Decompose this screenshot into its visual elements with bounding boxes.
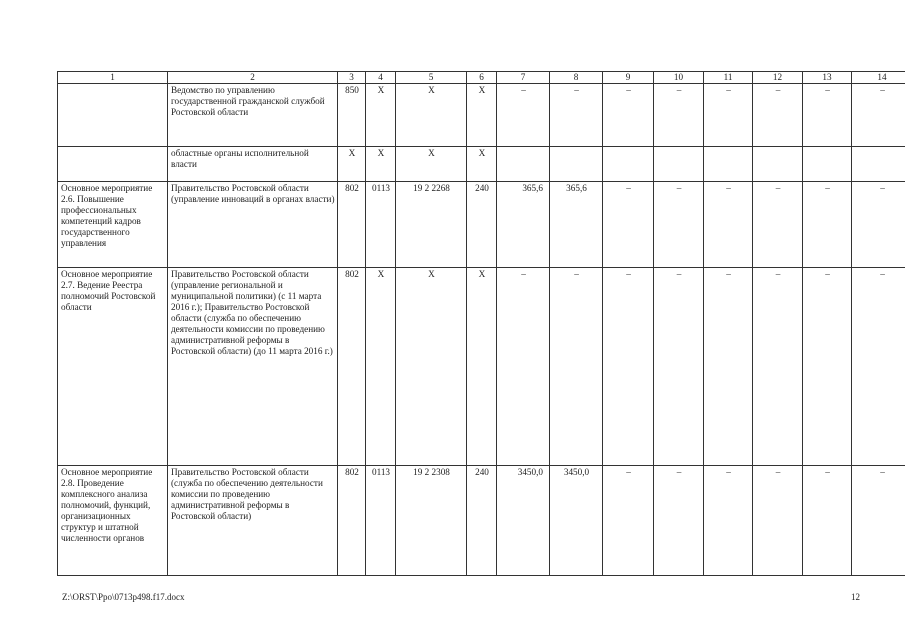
csr-cell: 19 2 2308	[396, 466, 467, 576]
value-cell: –	[603, 466, 654, 576]
grbs-cell: 802	[338, 182, 366, 268]
value-cell: –	[550, 84, 603, 147]
table-row	[58, 84, 905, 147]
value-cell: –	[704, 268, 753, 466]
col-number: 10	[654, 72, 704, 84]
vr-cell: Х	[467, 268, 497, 466]
value-cell: –	[852, 84, 905, 147]
col-number: 2	[168, 72, 338, 84]
value-cell	[603, 147, 654, 182]
value-cell: 365,6	[550, 182, 603, 268]
value-cell: –	[704, 182, 753, 268]
value-cell: –	[852, 182, 905, 268]
value-cell	[753, 147, 803, 182]
value-cell: –	[603, 182, 654, 268]
value-cell: –	[704, 84, 753, 147]
value-cell: –	[603, 268, 654, 466]
value-cell: 3450,0	[497, 466, 550, 576]
measure-cell: Основное мероприятие 2.8. Проведение комплексного анализа полномочий, функций, организационных структур и штатной численности органов	[58, 466, 168, 576]
value-cell: –	[852, 268, 905, 466]
col-number: 4	[366, 72, 396, 84]
col-number: 1	[58, 72, 168, 84]
measure-cell: Основное мероприятие 2.6. Повышение профессиональных компетенций кадров государственного управления	[58, 182, 168, 268]
rzpr-cell: 0113	[366, 182, 396, 268]
col-number: 3	[338, 72, 366, 84]
value-cell: –	[550, 268, 603, 466]
col-number: 9	[603, 72, 654, 84]
value-cell: –	[654, 84, 704, 147]
value-cell: –	[803, 466, 852, 576]
table-row	[58, 147, 905, 182]
executor-cell: Правительство Ростовской области (управление региональной и муниципальной политики) (с 11 марта 2016 г.); Правительство Ростовской области (служба по обеспечению деятельности комиссии по проведению административной реформы в Ростовской области) (до 11 марта 2016 г.)	[168, 268, 338, 466]
value-cell: –	[654, 268, 704, 466]
csr-cell: Х	[396, 84, 467, 147]
col-number: 5	[396, 72, 467, 84]
document-path: Z:\ORST\Ppo\0713p498.f17.docx	[62, 592, 185, 602]
value-cell: 365,6	[497, 182, 550, 268]
value-cell: –	[753, 182, 803, 268]
executor-cell: областные органы исполнительной власти	[168, 147, 338, 182]
col-number: 11	[704, 72, 753, 84]
column-number-row	[58, 72, 905, 84]
col-number: 12	[753, 72, 803, 84]
rzpr-cell: Х	[366, 147, 396, 182]
value-cell: –	[654, 466, 704, 576]
value-cell: 3450,0	[550, 466, 603, 576]
col-number: 6	[467, 72, 497, 84]
grbs-cell: 802	[338, 466, 366, 576]
col-number: 7	[497, 72, 550, 84]
csr-cell: Х	[396, 147, 467, 182]
grbs-cell: Х	[338, 147, 366, 182]
vr-cell: Х	[467, 84, 497, 147]
value-cell	[550, 147, 603, 182]
value-cell: –	[803, 84, 852, 147]
vr-cell: 240	[467, 182, 497, 268]
measure-cell	[58, 84, 168, 147]
executor-cell: Правительство Ростовской области (управление инноваций в органах власти)	[168, 182, 338, 268]
value-cell	[704, 147, 753, 182]
col-number: 14	[852, 72, 905, 84]
measure-cell: Основное мероприятие 2.7. Ведение Реестра полномочий Ростовской области	[58, 268, 168, 466]
col-number: 13	[803, 72, 852, 84]
executor-cell: Правительство Ростовской области (служба по обеспечению деятельности комиссии по проведению административной реформы в Ростовской области)	[168, 466, 338, 576]
value-cell: –	[852, 466, 905, 576]
grbs-cell: 802	[338, 268, 366, 466]
vr-cell: Х	[467, 147, 497, 182]
table-row	[58, 182, 905, 268]
value-cell: –	[753, 268, 803, 466]
value-cell	[497, 147, 550, 182]
page-number: 12	[851, 592, 860, 602]
vr-cell: 240	[467, 466, 497, 576]
value-cell: –	[753, 84, 803, 147]
grbs-cell: 850	[338, 84, 366, 147]
value-cell: –	[497, 268, 550, 466]
col-number: 8	[550, 72, 603, 84]
value-cell: –	[497, 84, 550, 147]
csr-cell: Х	[396, 268, 467, 466]
value-cell: –	[753, 466, 803, 576]
csr-cell: 19 2 2268	[396, 182, 467, 268]
measure-cell	[58, 147, 168, 182]
value-cell: –	[803, 268, 852, 466]
budget-table	[57, 71, 905, 576]
executor-cell: Ведомство по управлению государственной гражданской службой Ростовской области	[168, 84, 338, 147]
table-row	[58, 466, 905, 576]
value-cell: –	[654, 182, 704, 268]
rzpr-cell: Х	[366, 84, 396, 147]
table-row	[58, 268, 905, 466]
rzpr-cell: 0113	[366, 466, 396, 576]
value-cell	[803, 147, 852, 182]
rzpr-cell: Х	[366, 268, 396, 466]
value-cell: –	[803, 182, 852, 268]
value-cell: –	[603, 84, 654, 147]
value-cell	[654, 147, 704, 182]
value-cell	[852, 147, 905, 182]
value-cell: –	[704, 466, 753, 576]
